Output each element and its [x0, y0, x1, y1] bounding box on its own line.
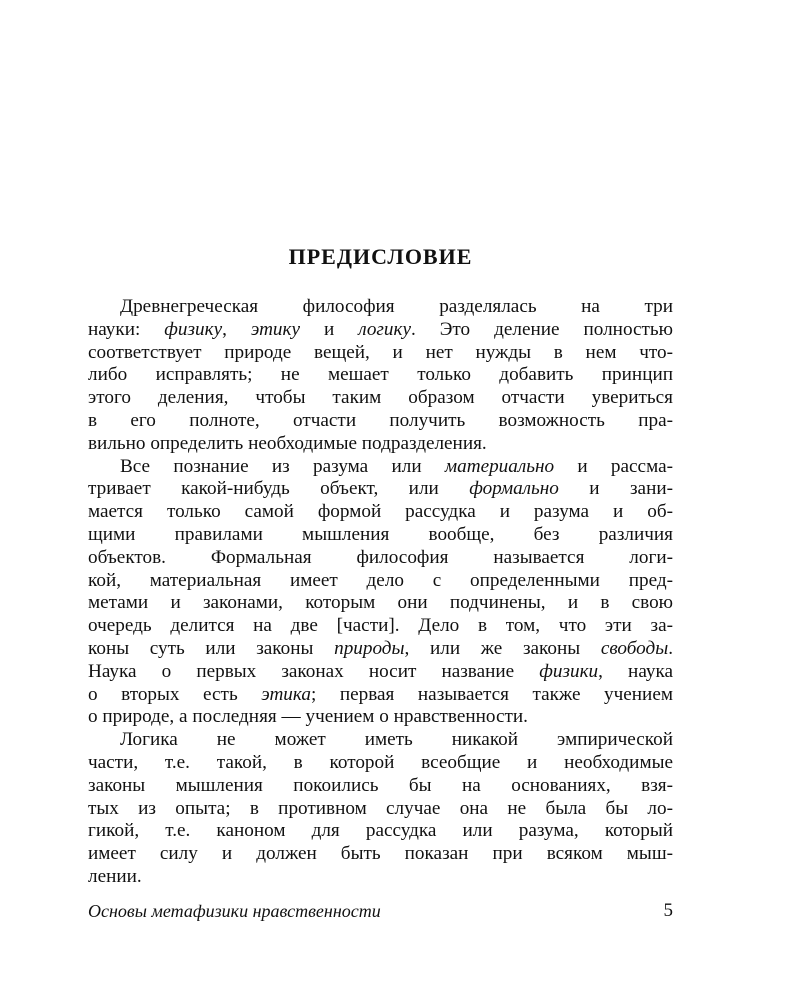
- text-segment: кой, материальная имеет дело с определенными пред-: [88, 569, 673, 591]
- text-segment: законы мышления покоились бы на основаниях, взя-: [88, 774, 673, 796]
- book-page: [88, 0, 673, 1000]
- text-line: [88, 433, 673, 456]
- text-segment: мается только самой формой рассудка и разума и об-: [88, 501, 673, 523]
- italic-term: физики: [539, 660, 599, 682]
- text-segment: коны суть или законы: [88, 637, 335, 659]
- page-number: 5: [663, 900, 673, 921]
- text-line: [88, 706, 673, 729]
- text-line: [88, 661, 673, 684]
- text-segment: объектов. Формальная философия называется логи-: [88, 546, 673, 568]
- paragraph: [88, 456, 673, 730]
- text-segment: соответствует природе вещей, и нет нужды в нем что-: [88, 341, 673, 363]
- text-segment: в его полноте, отчасти получить возможность пра-: [88, 409, 673, 431]
- italic-term: этика: [261, 683, 311, 705]
- italic-term: материально: [444, 455, 555, 477]
- text-line: [88, 775, 673, 798]
- text-segment: лении.: [88, 865, 142, 887]
- text-line: [88, 843, 673, 866]
- text-segment: тых из опыта; в противном случае она не была бы ло-: [88, 797, 673, 819]
- text-segment: вильно определить необходимые подразделения.: [88, 432, 487, 454]
- text-line: [88, 798, 673, 821]
- italic-term: логику: [358, 318, 411, 340]
- italic-term: этику: [250, 318, 301, 340]
- text-line: [88, 501, 673, 524]
- text-segment: гикой, т.е. каноном для рассудка или разума, который: [88, 820, 673, 842]
- text-segment: либо исправлять; не мешает только добавить принцип: [88, 364, 673, 386]
- text-line: [88, 592, 673, 615]
- body-text: [88, 296, 673, 889]
- italic-term: формально: [469, 478, 559, 500]
- text-segment: очередь делится на две [части]. Дело в том, что эти за-: [88, 615, 673, 637]
- text-segment: тривает какой-нибудь объект, или: [88, 478, 470, 500]
- text-segment: ,: [222, 318, 251, 340]
- text-segment: и: [300, 318, 359, 340]
- text-segment: Древнегреческая философия разделялась на три: [120, 296, 673, 317]
- text-line: [88, 547, 673, 570]
- text-line: [88, 387, 673, 410]
- text-line: [88, 524, 673, 547]
- text-line: [88, 319, 673, 342]
- text-segment: части, т.е. такой, в которой всеобщие и необходимые: [88, 751, 673, 773]
- italic-term: свободы: [600, 637, 669, 659]
- page-footer: [88, 900, 673, 922]
- text-line: [88, 478, 673, 501]
- text-line: [88, 729, 673, 752]
- text-segment: ; первая называется также учением: [310, 683, 673, 705]
- text-segment: метами и законами, которым они подчинены, и в свою: [88, 592, 673, 614]
- text-segment: о вторых есть: [88, 683, 262, 705]
- text-segment: этого деления, чтобы таким образом отчасти увериться: [88, 387, 673, 409]
- text-line: [88, 638, 673, 661]
- text-segment: Наука о первых законах носит название: [88, 660, 540, 682]
- text-segment: , или же законы: [404, 637, 601, 659]
- paragraph: [88, 729, 673, 889]
- text-line: [88, 820, 673, 843]
- text-line: [88, 410, 673, 433]
- text-segment: .: [668, 637, 673, 659]
- text-line: [88, 456, 673, 479]
- text-line: [88, 364, 673, 387]
- text-segment: имеет силу и должен быть показан при всяком мыш-: [88, 843, 673, 865]
- paragraph: [88, 296, 673, 456]
- text-segment: и зани-: [558, 478, 673, 500]
- text-segment: Все познание из разума или: [120, 455, 445, 477]
- page-title: ПРЕДИСЛОВИЕ: [288, 244, 473, 269]
- italic-term: природы: [334, 637, 405, 659]
- text-segment: о природе, а последняя — учением о нравственности.: [88, 706, 528, 728]
- running-title: Основы метафизики нравственности: [88, 901, 381, 921]
- text-line: [88, 866, 673, 889]
- text-line: [88, 684, 673, 707]
- text-segment: , наука: [598, 660, 673, 682]
- text-segment: науки:: [88, 318, 165, 340]
- text-line: [88, 752, 673, 775]
- text-segment: Логика не может иметь никакой эмпирической: [120, 729, 673, 751]
- text-line: [88, 342, 673, 365]
- text-line: [88, 570, 673, 593]
- text-segment: щими правилами мышления вообще, без различия: [88, 523, 673, 545]
- text-line: [88, 296, 673, 319]
- text-segment: и рассма-: [554, 455, 673, 477]
- text-line: [88, 615, 673, 638]
- italic-term: физику: [164, 318, 223, 340]
- text-segment: . Это деление полностью: [411, 318, 674, 340]
